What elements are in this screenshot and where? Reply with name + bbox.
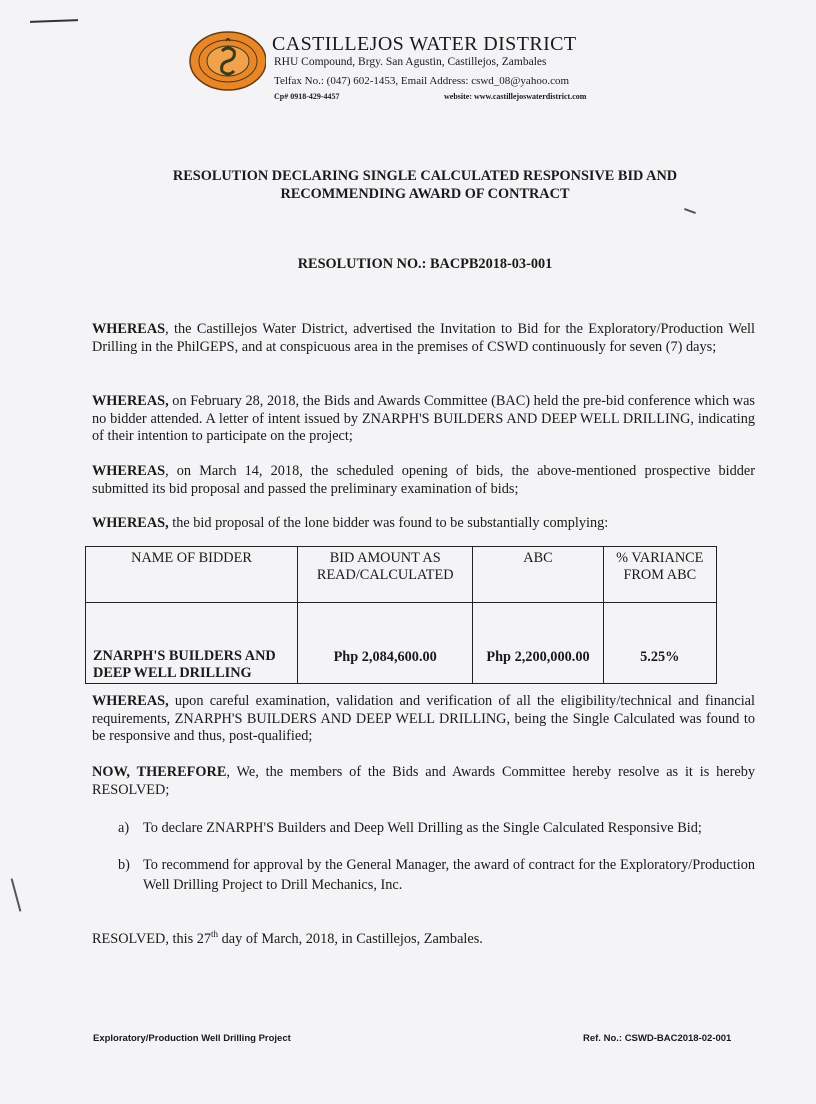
list-item-marker: a): [118, 820, 130, 836]
scan-mark: [30, 19, 78, 23]
footer-reference-number: Ref. No.: CSWD-BAC2018-02-001: [583, 1033, 732, 1044]
list-item-text: To declare ZNARPH'S Builders and Deep Well Drilling as the Single Calculated Responsive Bid;: [143, 820, 702, 836]
paragraph-text: the bid proposal of the lone bidder was found to be substantially complying:: [168, 515, 609, 531]
title-line-2: RECOMMENDING AWARD OF CONTRACT: [280, 186, 570, 202]
whereas-paragraph-5: [92, 693, 755, 746]
paragraph-text: upon careful examination, validation and verification of all the eligibility/technical and financial requirements, ZNARPH'S BUILDERS AND DEEP WELL DRILLING, being the Single Calculated was found to be responsive and thus, post-qualified;: [92, 693, 755, 744]
paragraph-text: on February 28, 2018, the Bids and Awards Committee (BAC) held the pre-bid conference which was no bidder attended. A letter of intent issued by ZNARPH'S BUILDERS AND DEEP WELL DRILLING, indicating of their intention to participate on the project;: [92, 393, 755, 444]
list-item-text: To recommend for approval by the General Manager, the award of contract for the Exploratory/Production Well Drilling Project to Drill Mechanics, Inc.: [143, 857, 755, 893]
cell-bidder-name: ZNARPH'S BUILDERS AND DEEP WELL DRILLING: [86, 603, 298, 684]
organization-cellphone-line: [274, 92, 587, 101]
paragraph-lead: WHEREAS: [92, 463, 166, 479]
paragraph-lead: WHEREAS,: [92, 693, 169, 709]
column-header-variance: % VARIANCE FROM ABC: [603, 547, 716, 603]
resolved-ordinal: th: [211, 929, 219, 939]
letterhead: [188, 31, 648, 106]
organization-cellphone: Cp# 0918-429-4457: [274, 92, 340, 101]
organization-address: RHU Compound, Brgy. San Agustin, Castillejos, Zambales: [274, 56, 547, 68]
paragraph-lead: WHEREAS,: [92, 515, 169, 531]
document-title: [0, 167, 816, 203]
paragraph-lead: NOW, THEREFORE: [92, 764, 227, 780]
paragraph-lead: WHEREAS,: [92, 393, 169, 409]
scan-mark: [11, 878, 22, 911]
organization-name: CASTILLEJOS WATER DISTRICT: [272, 33, 577, 55]
cell-variance: 5.25%: [603, 603, 716, 684]
resolved-text-end: day of March, 2018, in Castillejos, Zambales.: [218, 930, 483, 947]
whereas-paragraph-4: [92, 515, 755, 533]
paragraph-text: , the Castillejos Water District, advertised the Invitation to Bid for the Exploratory/Production Well Drilling in the PhilGEPS, and at conspicuous area in the premises of CSWD continuously for seven (7) days;: [92, 321, 755, 355]
resolution-number: RESOLUTION NO.: BACPB2018-03-001: [297, 256, 553, 272]
cell-bid-amount: Php 2,084,600.00: [298, 603, 473, 684]
pen-tick-mark: [684, 208, 696, 214]
organization-contact: Telfax No.: (047) 602-1453, Email Address: cswd_08@yahoo.com: [274, 75, 570, 87]
resolved-statement: [92, 929, 483, 948]
paragraph-text: , We, the members of the Bids and Awards Committee hereby resolve as it is hereby RESOLVED;: [92, 764, 755, 798]
column-header-bid-amount: BID AMOUNT AS READ/CALCULATED: [298, 547, 473, 603]
district-seal-logo: [188, 31, 266, 91]
whereas-paragraph-2: [92, 393, 755, 446]
column-header-bidder: NAME OF BIDDER: [86, 547, 298, 603]
resolved-text-start: RESOLVED, this 27: [92, 930, 212, 947]
footer-project-name: Exploratory/Production Well Drilling Project: [93, 1033, 291, 1044]
table-row: [86, 603, 717, 684]
paragraph-text: , on March 14, 2018, the scheduled opening of bids, the above-mentioned prospective bidder submitted its bid proposal and passed the preliminary examination of bids;: [92, 463, 755, 497]
bid-table: [85, 546, 717, 684]
title-line-1: RESOLUTION DECLARING SINGLE CALCULATED RESPONSIVE BID AND: [172, 168, 678, 184]
whereas-paragraph-1: [92, 321, 755, 356]
paragraph-lead: WHEREAS: [92, 321, 166, 337]
now-therefore-paragraph: [92, 764, 755, 799]
cell-abc: Php 2,200,000.00: [473, 603, 603, 684]
table-header-row: [86, 547, 717, 603]
whereas-paragraph-3: [92, 463, 755, 498]
list-item-marker: b): [118, 857, 130, 873]
organization-website: website: www.castillejoswaterdistrict.com: [444, 92, 587, 101]
column-header-abc: ABC: [473, 547, 603, 603]
